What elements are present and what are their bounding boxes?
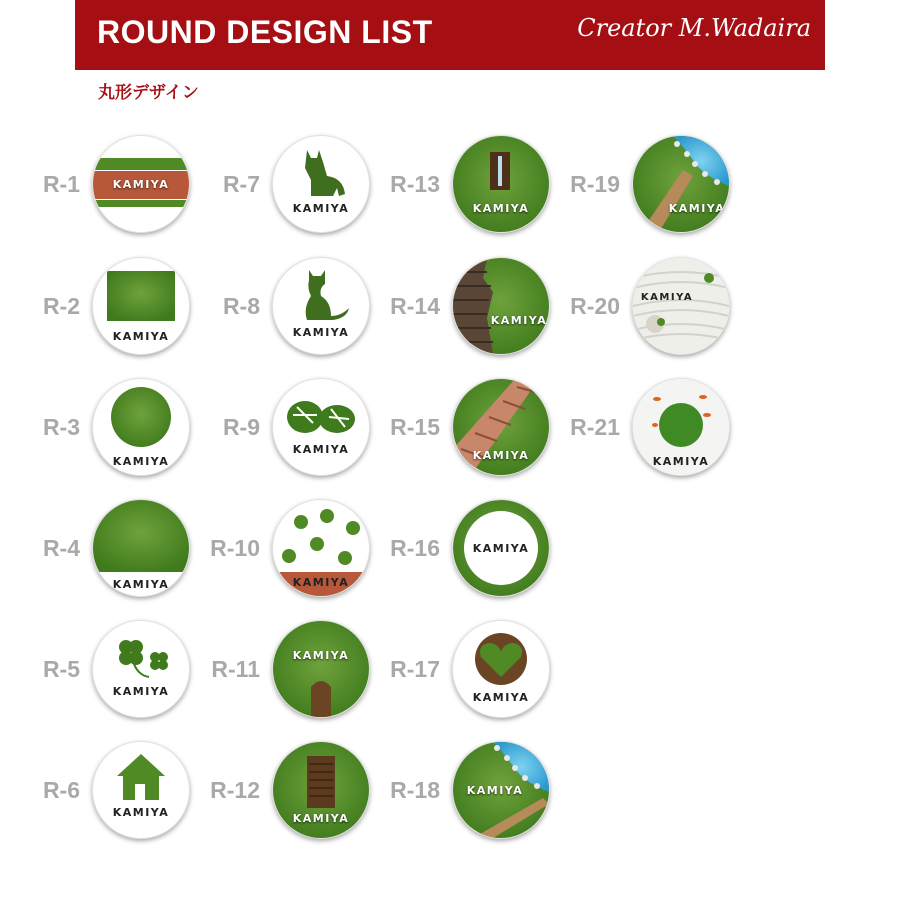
design-code: R-20 xyxy=(570,293,620,319)
wood-deck-grass-pattern xyxy=(453,258,549,354)
grass-door-pattern xyxy=(273,621,369,717)
dog-icon xyxy=(273,136,369,232)
design-disk xyxy=(272,378,370,476)
design-code: R-10 xyxy=(210,535,260,561)
nameplate-text: KAMIYA xyxy=(112,806,170,819)
design-disk xyxy=(632,135,730,233)
design-r-1[interactable] xyxy=(12,135,192,235)
design-r-10[interactable] xyxy=(192,499,372,599)
design-code: R-11 xyxy=(211,656,260,682)
design-r-7[interactable] xyxy=(192,135,372,235)
design-disk xyxy=(272,135,370,233)
design-r-5[interactable] xyxy=(12,620,192,720)
design-disk xyxy=(92,499,190,597)
house-icon xyxy=(93,742,189,838)
clover-icon xyxy=(93,621,189,717)
design-code: R-8 xyxy=(222,293,260,319)
design-disk xyxy=(272,257,370,355)
nameplate-text: KAMIYA xyxy=(112,578,170,591)
design-disk xyxy=(272,620,370,718)
nameplate-text: KAMIYA xyxy=(472,691,530,704)
design-disk xyxy=(452,741,550,839)
design-disk xyxy=(92,135,190,233)
garden-stream-pattern xyxy=(633,136,729,232)
design-r-14[interactable] xyxy=(372,257,552,357)
page-subtitle: 丸形デザイン xyxy=(98,83,199,103)
design-r-20[interactable] xyxy=(552,257,732,357)
design-code: R-2 xyxy=(42,293,80,319)
design-code: R-21 xyxy=(570,414,620,440)
nameplate-text: KAMIYA xyxy=(292,649,350,662)
cat-icon xyxy=(273,258,369,354)
nameplate-text: KAMIYA xyxy=(472,542,530,555)
nameplate-text: KAMIYA xyxy=(490,314,548,327)
design-code: R-14 xyxy=(390,293,440,319)
design-r-15[interactable] xyxy=(372,378,552,478)
design-disk xyxy=(272,741,370,839)
design-code: R-7 xyxy=(222,171,260,197)
nameplate-text: KAMIYA xyxy=(112,178,170,191)
design-r-12[interactable] xyxy=(192,741,372,841)
design-disk xyxy=(632,257,730,355)
design-disk xyxy=(92,741,190,839)
nameplate-text: KAMIYA xyxy=(292,443,350,456)
design-code: R-4 xyxy=(42,535,80,561)
design-disk xyxy=(632,378,730,476)
design-code: R-6 xyxy=(42,777,80,803)
design-code: R-15 xyxy=(390,414,440,440)
nameplate-text: KAMIYA xyxy=(472,202,530,215)
header-banner xyxy=(75,0,825,70)
design-r-19[interactable] xyxy=(552,135,732,235)
nameplate-text: KAMIYA xyxy=(292,576,350,589)
nameplate-text: KAMIYA xyxy=(652,455,710,468)
design-code: R-16 xyxy=(390,535,440,561)
design-r-16[interactable] xyxy=(372,499,552,599)
nameplate-text: KAMIYA xyxy=(112,455,170,468)
design-r-8[interactable] xyxy=(192,257,372,357)
page-title: ROUND DESIGN LIST xyxy=(97,14,433,50)
nameplate-text: KAMIYA xyxy=(292,812,350,825)
design-disk xyxy=(452,257,550,355)
nameplate-text: KAMIYA xyxy=(292,326,350,339)
design-disk xyxy=(452,620,550,718)
design-r-2[interactable] xyxy=(12,257,192,357)
nameplate-text: KAMIYA xyxy=(292,202,350,215)
grass-window-pattern xyxy=(453,136,549,232)
design-disk xyxy=(92,257,190,355)
design-code: R-19 xyxy=(570,171,620,197)
nameplate-text: KAMIYA xyxy=(112,685,170,698)
design-disk xyxy=(452,378,550,476)
design-disk xyxy=(272,499,370,597)
design-code: R-1 xyxy=(42,171,80,197)
design-r-6[interactable] xyxy=(12,741,192,841)
design-r-9[interactable] xyxy=(192,378,372,478)
design-code: R-5 xyxy=(42,656,80,682)
design-code: R-17 xyxy=(390,656,440,682)
monstera-leaf-icon xyxy=(273,379,369,475)
design-disk xyxy=(92,620,190,718)
design-code: R-13 xyxy=(390,171,440,197)
design-r-4[interactable] xyxy=(12,499,192,599)
nameplate-text: KAMIYA xyxy=(466,784,524,797)
zen-sand-garden-pattern xyxy=(633,258,729,354)
design-disk xyxy=(92,378,190,476)
nameplate-text: KAMIYA xyxy=(668,202,726,215)
design-r-11[interactable] xyxy=(192,620,372,720)
design-disk xyxy=(452,499,550,597)
nameplate-text: KAMIYA xyxy=(640,292,694,303)
design-code: R-9 xyxy=(222,414,260,440)
nameplate-text: KAMIYA xyxy=(112,330,170,343)
design-r-3[interactable] xyxy=(12,378,192,478)
design-code: R-3 xyxy=(42,414,80,440)
design-code: R-12 xyxy=(210,777,260,803)
nameplate-text: KAMIYA xyxy=(472,449,530,462)
creator-signature: Creator M.Wadaira xyxy=(577,14,811,42)
design-disk xyxy=(452,135,550,233)
design-r-13[interactable] xyxy=(372,135,552,235)
design-r-17[interactable] xyxy=(372,620,552,720)
design-r-18[interactable] xyxy=(372,741,552,841)
design-code: R-18 xyxy=(390,777,440,803)
design-r-21[interactable] xyxy=(552,378,732,478)
